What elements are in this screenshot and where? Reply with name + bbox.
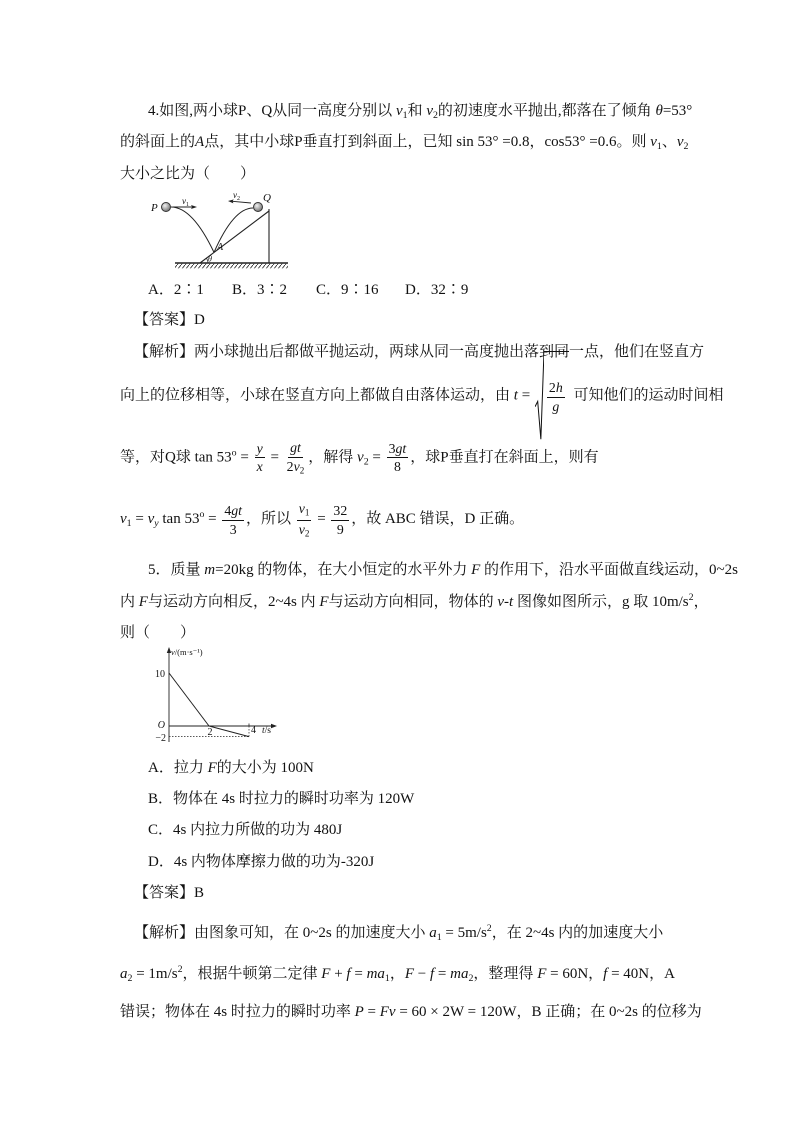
text-run: 3 [229, 521, 237, 537]
subscript: 2 [432, 110, 438, 122]
fraction-denominator [392, 458, 403, 475]
math-variable: F [319, 593, 329, 610]
text-run: 3 [388, 440, 396, 456]
line-content [120, 592, 709, 611]
superscript: 2 [688, 591, 694, 603]
fraction [297, 501, 312, 538]
math-variable: v [426, 103, 433, 120]
fraction-numerator [387, 441, 409, 459]
text-run: = [266, 449, 283, 466]
text-run: 大小之比为（ ） [120, 166, 256, 182]
math-variable: F [138, 593, 148, 610]
text-run: 的作用下，沿水平面做直线运动，0~2s [480, 562, 738, 578]
text-run: 5．质量 [148, 562, 205, 578]
text-run: 的大小为 100N [216, 760, 314, 776]
text-run: 【答案】B [134, 885, 205, 901]
text-run: 内 [120, 593, 139, 610]
math-variable: f [603, 965, 608, 982]
fraction [331, 503, 349, 538]
math-variable: v [497, 593, 505, 610]
text-run: 与运动方向相同，物体的 [328, 593, 498, 610]
text-run: 点，其中小球P垂直打到斜面上，已知 sin 53° =0.8，cos53° =0.6。则 [204, 134, 651, 151]
text-run: 错误；物体在 4s 时拉力的瞬时功率 [120, 1004, 355, 1020]
fraction-numerator [255, 441, 265, 459]
question-5-answer [134, 873, 204, 913]
subscript: 1 [402, 110, 408, 122]
x-axis-label [262, 726, 271, 736]
line-content [148, 102, 692, 122]
fraction-denominator [285, 458, 307, 476]
math-variable: x [256, 459, 263, 475]
superscript: 2 [177, 963, 183, 975]
x-tick-label: 4 [251, 725, 256, 736]
subscript: 1 [304, 508, 310, 519]
text-run: = [434, 965, 451, 982]
math-variable: f [346, 965, 351, 982]
text-run: B．物体在 4s 时拉力的瞬时功率为 120W [148, 791, 415, 807]
fraction-denominator [335, 521, 346, 538]
math-variable: t [513, 387, 518, 404]
x-tick-label: 2 [207, 727, 213, 738]
subscript: 1 [436, 931, 442, 943]
v1-symbol: v [182, 196, 186, 206]
line-content [120, 440, 599, 476]
math-variable: F [471, 562, 481, 578]
question-4-analysis-line-4 [120, 500, 524, 540]
text-run: = [313, 511, 330, 528]
v2-subscript: 2 [237, 196, 240, 202]
text-run: C．4s 内拉力所做的功为 480J [148, 822, 343, 838]
text-run: 和 [407, 103, 427, 120]
line-content [120, 501, 524, 538]
fraction-denominator [255, 458, 265, 475]
question-5-analysis-line-3 [120, 992, 702, 1032]
text-run: 可知他们的运动时间相 [569, 387, 724, 404]
math-variable: m [204, 562, 216, 578]
text-run: 2 [548, 380, 556, 396]
math-variable: Fv [379, 1004, 396, 1020]
text-run: 图像如图所示，g 取 10m/s [513, 593, 689, 610]
v2-symbol: v [233, 190, 237, 200]
math-variable: P [354, 1004, 364, 1020]
line-content [120, 133, 688, 153]
text-run: 2 [286, 458, 294, 474]
square-root [535, 351, 569, 441]
text-run: = [204, 511, 221, 528]
fraction [222, 503, 244, 538]
math-variable: gt [395, 440, 407, 456]
origin-label: O [157, 720, 165, 731]
math-variable: F [537, 965, 547, 982]
text-run: 4.如图,两小球P、Q从同一高度分别以 [148, 103, 396, 120]
text-run: 、 [661, 134, 677, 151]
ground-hatching [175, 264, 288, 269]
subscript: 1 [656, 141, 662, 153]
y-axis-unit: /(m·s⁻¹) [174, 647, 203, 657]
text-run: = [236, 449, 253, 466]
line-content [148, 853, 374, 871]
velocity-line-segment [169, 673, 209, 726]
math-variable: v [676, 134, 684, 151]
math-variable: v [298, 501, 305, 517]
line-content [134, 923, 663, 944]
text-run: − [414, 965, 430, 982]
fraction [387, 441, 409, 476]
y-tick-label: 10 [155, 669, 165, 680]
line-content [134, 311, 205, 329]
math-variable: v [650, 134, 657, 151]
math-variable: F [207, 760, 217, 776]
fraction-numerator [288, 440, 303, 458]
text-run: 向上的位移相等，小球在竖直方向上都做自由落体运动，由 [120, 387, 514, 404]
subscript: 2 [363, 456, 369, 468]
math-variable: h [555, 380, 563, 396]
text-run: tan 53 [158, 511, 200, 528]
text-run: ， [693, 593, 709, 610]
radical-sign-icon [535, 351, 544, 441]
y-axis-label [171, 647, 203, 657]
fraction [285, 440, 307, 476]
math-variable: v [147, 511, 155, 528]
fraction-denominator [550, 398, 561, 415]
text-run: ，故 ABC 错误，D 正确。 [351, 511, 525, 528]
text-run: =53° [662, 103, 693, 120]
v1-subscript: 1 [186, 202, 189, 208]
velocity-arrow-v2 [231, 201, 251, 203]
math-variable: v [395, 103, 403, 120]
text-run: 4 [224, 502, 232, 518]
text-run: 的初速度水平抛出,都落在了倾角 [437, 103, 656, 120]
question-5-stem-line-2 [120, 581, 709, 621]
subscript: 1 [126, 518, 132, 530]
line-content [134, 884, 204, 902]
subscript: 2 [468, 972, 474, 984]
text-run: 则（ ） [120, 625, 196, 641]
subscript: y [154, 518, 159, 530]
text-run: ， [389, 965, 405, 982]
text-run: = 60 × 2W = 120W，B 正确；在 0~2s 的位移为 [395, 1004, 702, 1020]
question-4-analysis-line-3 [120, 438, 599, 478]
text-run: 9 [336, 521, 344, 537]
x-axis-arrow-icon [271, 724, 277, 728]
math-variable: g [552, 399, 560, 414]
text-run: ，整理得 [473, 965, 538, 982]
question-4-option-c: C．9∶16 [316, 282, 379, 298]
v1-label [182, 196, 189, 208]
question-5-analysis-line-2 [120, 954, 675, 994]
text-run: = [363, 1004, 380, 1020]
text-run: = 5m/s [441, 924, 487, 941]
text-run: - [504, 593, 510, 610]
math-variable: a [120, 965, 128, 982]
ball-p-label: P [151, 202, 158, 214]
subscript: 2 [304, 528, 310, 539]
v2-label [233, 190, 240, 202]
text-run: =20kg 的物体，在大小恒定的水平外力 [215, 562, 472, 578]
math-variable: ma [366, 965, 385, 982]
math-variable: ma [450, 965, 469, 982]
text-run: 等，对Q球 tan 53 [120, 449, 232, 466]
math-variable: v [293, 458, 300, 474]
radicand [544, 351, 569, 441]
text-run: 与运动方向相反，2~4s 内 [147, 593, 320, 610]
text-run: = [350, 965, 367, 982]
math-variable: v [120, 511, 127, 528]
text-run: ，解得 [308, 449, 358, 466]
line-content [148, 561, 738, 579]
fraction [255, 441, 265, 476]
projectile-incline-diagram [145, 190, 295, 272]
text-run: = 60N， [546, 965, 604, 982]
math-variable: a [429, 924, 437, 941]
superscript: o [199, 509, 205, 521]
line-content [148, 790, 414, 808]
subscript: 2 [127, 972, 133, 984]
question-4-stem-line-3 [120, 154, 255, 194]
line-content [120, 964, 675, 985]
subscript: 1 [384, 972, 390, 984]
text-run: 8 [393, 459, 401, 475]
line-content [120, 351, 723, 441]
line-content [148, 821, 342, 839]
ball-q [254, 203, 263, 212]
text-run: ，球P垂直打在斜面上，则有 [410, 449, 599, 466]
trajectory-p [171, 207, 214, 252]
fraction-denominator [297, 521, 312, 539]
question-4-analysis-line-2 [120, 376, 723, 416]
question-5-analysis-line-1 [134, 913, 663, 953]
text-run: D．4s 内物体摩擦力做的功为-320J [148, 854, 375, 870]
math-variable: f [430, 965, 435, 982]
velocity-time-graph [150, 645, 280, 745]
text-run: ，根据牛顿第二定律 [182, 965, 322, 982]
math-variable: A [195, 134, 205, 151]
y-tick-label: −2 [155, 733, 166, 744]
fraction-numerator [547, 380, 565, 398]
text-run: = [517, 387, 534, 404]
math-variable: y [256, 440, 263, 456]
angle-label: θ [208, 254, 212, 264]
fraction-denominator [228, 521, 239, 538]
line-content [120, 1003, 702, 1021]
point-a-label: A [217, 242, 224, 253]
fraction-numerator [331, 503, 349, 521]
fraction-numerator [297, 501, 312, 520]
text-run: 【答案】D [134, 312, 205, 328]
math-variable: t [509, 593, 514, 610]
text-run: ，在 2~4s 内的加速度大小 [491, 924, 664, 941]
superscript: o [231, 447, 237, 459]
fraction-numerator [222, 503, 244, 521]
text-run: 32 [333, 502, 348, 518]
math-variable: F [404, 965, 415, 982]
text-run: = 40N，A [607, 965, 675, 982]
fraction [547, 380, 565, 415]
ball-p [162, 203, 171, 212]
line-content [120, 624, 195, 642]
text-run: ，所以 [246, 511, 295, 528]
subscript: 2 [299, 465, 305, 476]
math-variable: gt [290, 439, 301, 455]
text-run: = [131, 511, 148, 528]
ball-q-label: Q [263, 192, 271, 204]
line-content [148, 759, 314, 777]
text-run: = 1m/s [132, 965, 178, 982]
x-axis-variable: t [262, 726, 265, 736]
x-axis-unit: /s [264, 726, 271, 736]
y-axis-variable: v [171, 647, 175, 657]
text-run: + [330, 965, 347, 982]
superscript: 2 [486, 922, 492, 934]
subscript: 2 [683, 141, 689, 153]
math-variable: v [357, 449, 364, 466]
math-variable: F [321, 965, 331, 982]
math-variable: θ [655, 103, 663, 120]
line-content [120, 165, 255, 183]
math-variable: gt [231, 502, 243, 518]
text-run: = [368, 449, 385, 466]
question-4-option-b: B．3∶2 [232, 282, 288, 298]
text-run: 的斜面上的 [120, 134, 196, 151]
velocity-line-segment [209, 726, 249, 737]
question-4-option-a: A．2∶1 [148, 282, 204, 298]
question-4-option-d: D．32∶9 [405, 282, 469, 298]
math-variable: v [298, 521, 305, 537]
text-run: A．拉力 [148, 760, 208, 776]
text-run: 【解析】由图象可知，在 0~2s 的加速度大小 [134, 924, 430, 941]
text-run: 【解析】两小球抛出后都做平抛运动，两球从同一高度抛出落到同一点，他们在竖直方 [134, 344, 705, 360]
